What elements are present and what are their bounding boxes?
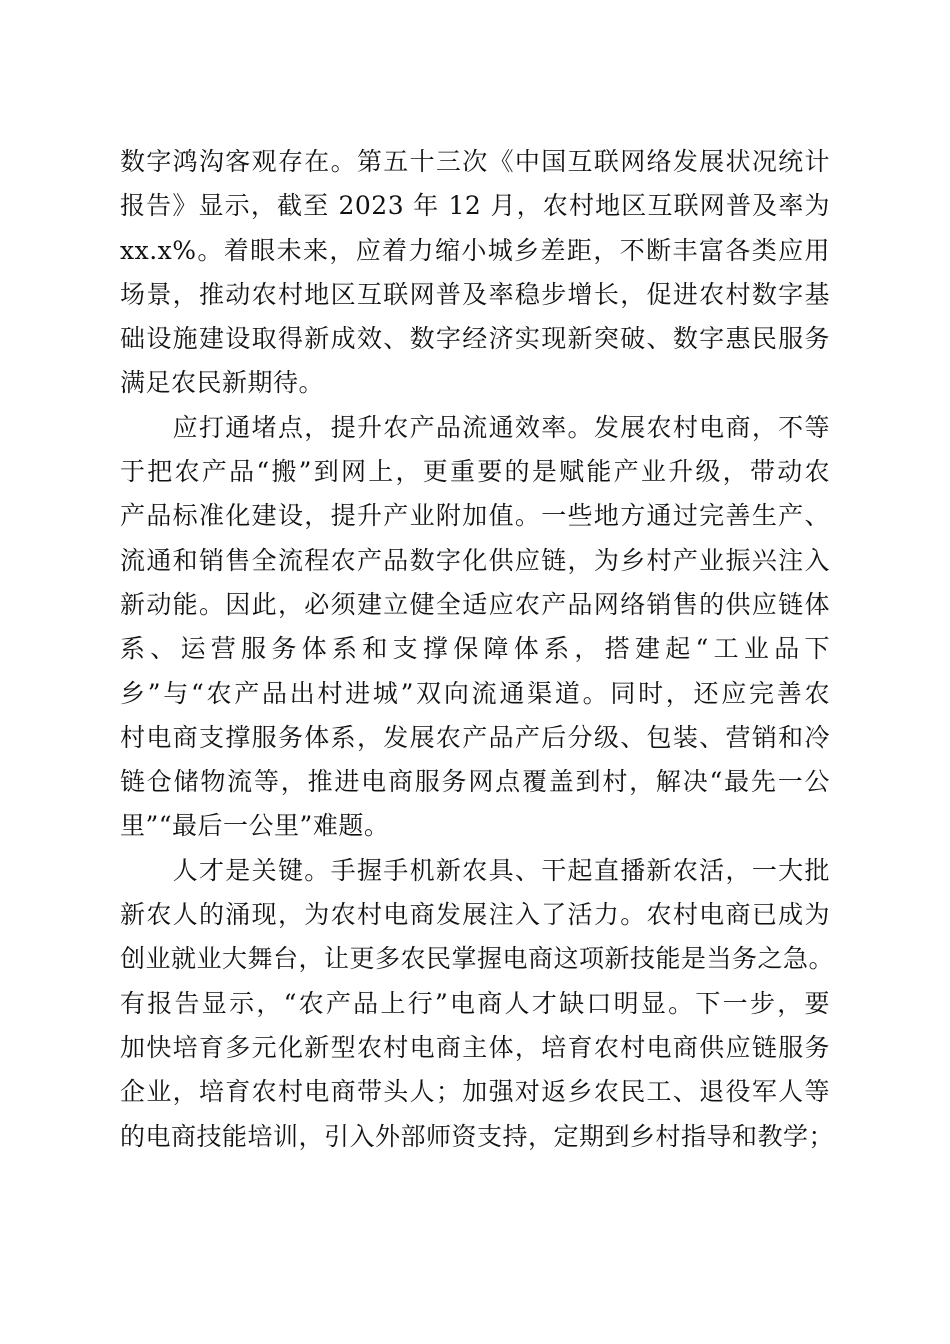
text-line: 于把农产品“搬”到网上，更重要的是赋能产业升级，带动农	[120, 457, 830, 487]
text-line: 础设施建设取得新成效、数字经济实现新突破、数字惠民服务	[120, 324, 830, 354]
text-line: 报告》显示，截至 2023 年 12 月，农村地区互联网普及率为	[120, 191, 830, 221]
text-line: 里”“最后一公里”难题。	[120, 811, 390, 841]
text-line: 人才是关键。手握手机新农具、干起直播新农活，一大批	[120, 855, 830, 885]
text-line: 乡”与“农产品出村进城”双向流通渠道。同时，还应完善农	[120, 678, 830, 708]
text-line: 链仓储物流等，推进电商服务网点覆盖到村，解决“最先一公	[120, 767, 830, 797]
text-line: 村电商支撑服务体系，发展农产品产后分级、包装、营销和冷	[120, 722, 830, 752]
text-line: 应打通堵点，提升农产品流通效率。发展农村电商，不等	[120, 412, 830, 442]
text-line: 企业，培育农村电商带头人；加强对返乡农民工、退役军人等	[120, 1077, 830, 1107]
text-line: 满足农民新期待。	[120, 368, 325, 398]
paragraph-3	[120, 849, 835, 1159]
text-line: 新动能。因此，必须建立健全适应农产品网络销售的供应链体	[120, 589, 830, 619]
text-line: 系、运营服务体系和支撑保障体系，搭建起“工业品下	[120, 634, 830, 664]
paragraph-1	[120, 140, 830, 406]
text-line: xx.x%。着眼未来，应着力缩小城乡差距，不断丰富各类应用	[120, 235, 830, 265]
text-line: 流通和销售全流程农产品数字化供应链，为乡村产业振兴注入	[120, 545, 830, 575]
text-line: 数字鸿沟客观存在。第五十三次《中国互联网络发展状况统计	[120, 147, 830, 176]
text-line: 创业就业大舞台，让更多农民掌握电商这项新技能是当务之急。	[120, 944, 835, 974]
text-line: 加快培育多元化新型农村电商主体，培育农村电商供应链服务	[120, 1032, 830, 1062]
body-text	[120, 140, 835, 1159]
text-line: 产品标准化建设，提升产业附加值。一些地方通过完善生产、	[120, 501, 830, 531]
text-line: 的电商技能培训，引入外部师资支持，定期到乡村指导和教学；	[120, 1121, 835, 1151]
text-line: 新农人的涌现，为农村电商发展注入了活力。农村电商已成为	[120, 900, 830, 930]
text-line: 有报告显示，“农产品上行”电商人才缺口明显。下一步，要	[120, 988, 830, 1018]
paragraph-2	[120, 406, 830, 849]
text-line: 场景，推动农村地区互联网普及率稳步增长，促进农村数字基	[120, 279, 830, 309]
